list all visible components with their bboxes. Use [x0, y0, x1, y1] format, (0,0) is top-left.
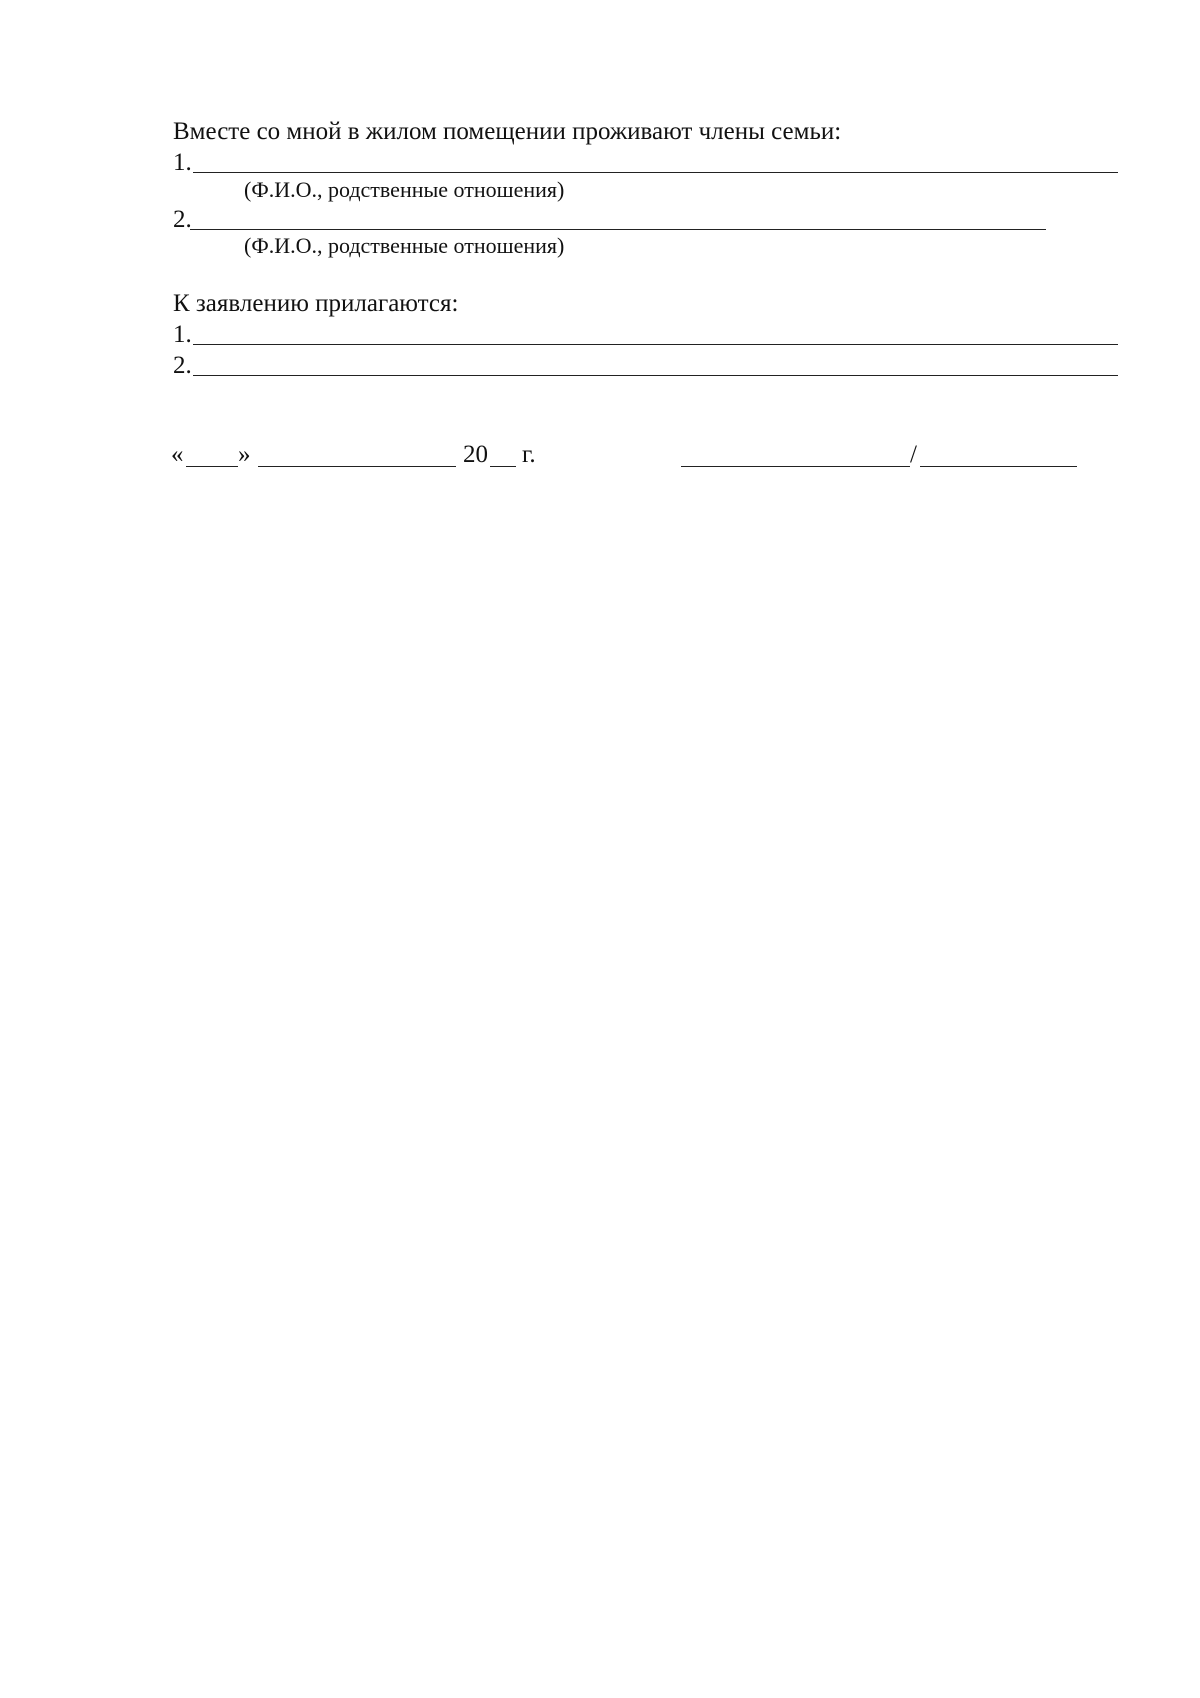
signature-name-line[interactable]	[920, 466, 1077, 467]
date-open-quote: «	[171, 441, 184, 468]
family-item-1-caption: (Ф.И.О., родственные отношения)	[244, 177, 565, 202]
family-heading: Вместе со мной в жилом помещении проживают члены семьи:	[173, 118, 842, 145]
attachment-item-1-line[interactable]	[193, 344, 1118, 345]
date-year-prefix: 20	[463, 441, 488, 468]
family-item-1-number: 1.	[173, 149, 192, 176]
family-item-2-number: 2.	[173, 206, 192, 233]
family-item-2-line[interactable]	[190, 229, 1046, 230]
family-item-1-line[interactable]	[193, 172, 1118, 173]
date-year-line[interactable]	[490, 466, 516, 467]
date-close-quote: »	[238, 441, 251, 468]
attachments-heading: К заявлению прилагаются:	[173, 290, 459, 317]
signature-line[interactable]	[681, 466, 910, 467]
attachment-item-1-number: 1.	[173, 321, 192, 348]
family-item-2-caption: (Ф.И.О., родственные отношения)	[244, 233, 565, 258]
date-year-suffix: г.	[522, 441, 536, 468]
attachment-item-2-number: 2.	[173, 352, 192, 379]
attachment-item-2-line[interactable]	[193, 375, 1118, 376]
date-month-line[interactable]	[258, 466, 456, 467]
date-day-line[interactable]	[186, 466, 238, 467]
signature-separator: /	[910, 441, 917, 468]
